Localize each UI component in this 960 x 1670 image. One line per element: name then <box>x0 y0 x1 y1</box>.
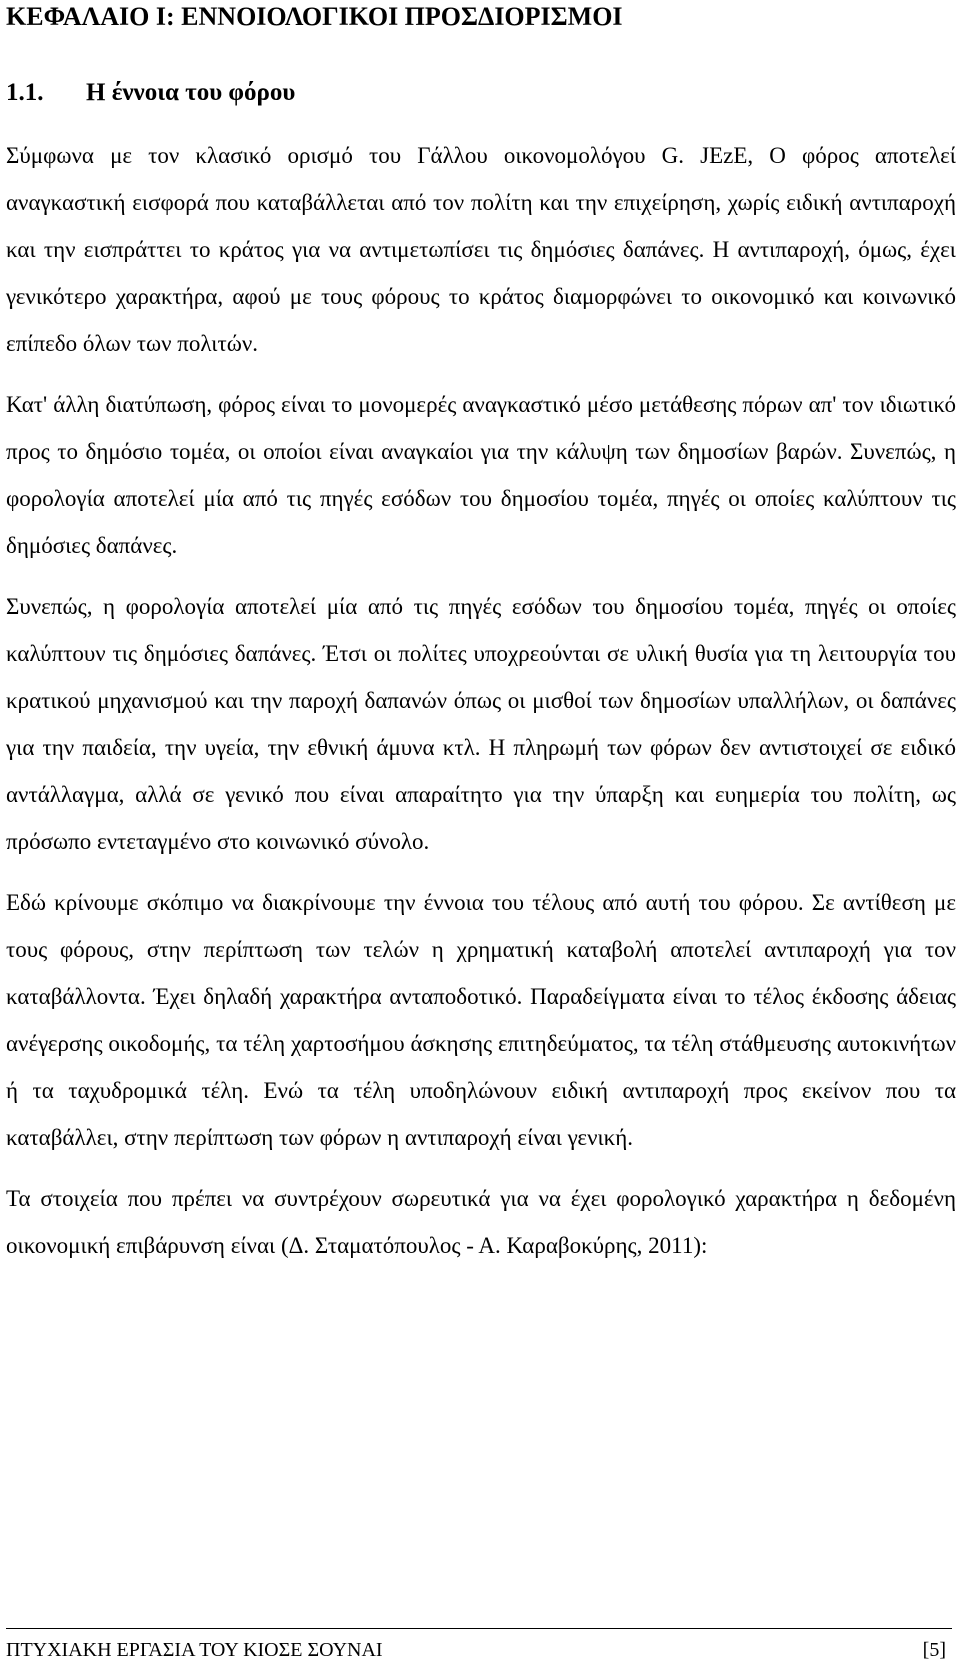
section-number: 1.1. <box>6 79 44 106</box>
page-number: [5] <box>922 1639 946 1661</box>
document-page <box>6 0 960 1670</box>
section-title: Η έννοια του φόρου <box>86 79 296 106</box>
section-heading <box>6 78 295 108</box>
paragraph-4: Εδώ κρίνουμε σκόπιμο να διακρίνουμε την έννοια του τέλους από αυτή του φόρου. Σε αντίθεση με τους φόρους, στην περίπτωση των τελών η χρηματική καταβολή αποτελεί αντιπαροχή για τον καταβάλλοντα. Έχει δηλαδή χαρακτήρα ανταποδοτικό. Παραδείγματα είναι το τέλος έκδοσης άδειας ανέγερσης οικοδομής, τα τέλη χαρτοσήμου άσκησης επιτηδεύματος, τα τέλη στάθμευσης αυτοκινήτων ή τα ταχυδρομικά τέλη. Ενώ τα τέλη υποδηλώνουν ειδική αντιπαροχή προς εκείνον που τα καταβάλλει, στην περίπτωση των φόρων η αντιπαροχή είναι γενική. <box>6 890 956 1150</box>
paragraph-1: Σύμφωνα με τον κλασικό ορισμό του Γάλλου οικονομολόγου G. JEzE, Ο φόρος αποτελεί αναγκαστική εισφορά που καταβάλλεται από τον πολίτη και την επιχείρηση, χωρίς ειδική αντιπαροχή και την εισπράττει το κράτος για να αντιμετωπίσει τις δημόσιες δαπάνες. Η αντιπαροχή, όμως, έχει γενικότερο χαρακτήρα, αφού με τους φόρους το κράτος διαμορφώνει το οικονομικό και κοινωνικό επίπεδο όλων των πολιτών. <box>6 143 956 356</box>
paragraph-5: Τα στοιχεία που πρέπει να συντρέχουν σωρευτικά για να έχει φορολογικό χαρακτήρα η δεδομένη οικονομική επιβάρυνση είναι (Δ. Σταματόπουλος - Α. Καραβοκύρης, 2011): <box>6 1186 956 1258</box>
footer-title: ΠΤΥΧΙΑΚΗ ΕΡΓΑΣΙΑ ΤΟΥ ΚΙΟΣΕ ΣΟΥΝΑΙ <box>6 1639 383 1661</box>
paragraph-3: Συνεπώς, η φορολογία αποτελεί μία από τις πηγές εσόδων του δημοσίου τομέα, πηγές οι οποίες καλύπτουν τις δημόσιες δαπάνες. Έτσι οι πολίτες υποχρεούνται σε υλική θυσία για τη λειτουργία του κρατικού μηχανισμού και την παροχή δαπανών όπως οι μισθοί των δημοσίων υπαλλήλων, οι δαπάνες για την παιδεία, την υγεία, την εθνική άμυνα κτλ. Η πληρωμή των φόρων δεν αντιστοιχεί σε ειδικό αντάλλαγμα, αλλά σε γενικό που είναι απαραίτητο για την ύπαρξη και ευημερία του πολίτη, ως πρόσωπο εντεταγμένο στο κοινωνικό σύνολο. <box>6 594 956 854</box>
paragraph-2: Κατ' άλλη διατύπωση, φόρος είναι το μονομερές αναγκαστικό μέσο μετάθεσης πόρων απ' τον ιδιωτικό προς το δημόσιο τομέα, οι οποίοι είναι αναγκαίοι για την κάλυψη των δημοσίων βαρών. Συνεπώς, η φορολογία αποτελεί μία από τις πηγές εσόδων του δημοσίου τομέα, πηγές οι οποίες καλύπτουν τις δημόσιες δαπάνες. <box>6 392 956 558</box>
footer-divider <box>6 1628 952 1629</box>
chapter-title: ΚΕΦΑΛΑΙΟ Ι: ΕΝΝΟΙΟΛΟΓΙΚΟΙ ΠΡΟΣΔΙΟΡΙΣΜΟΙ <box>6 2 623 31</box>
body-text <box>6 132 956 1283</box>
